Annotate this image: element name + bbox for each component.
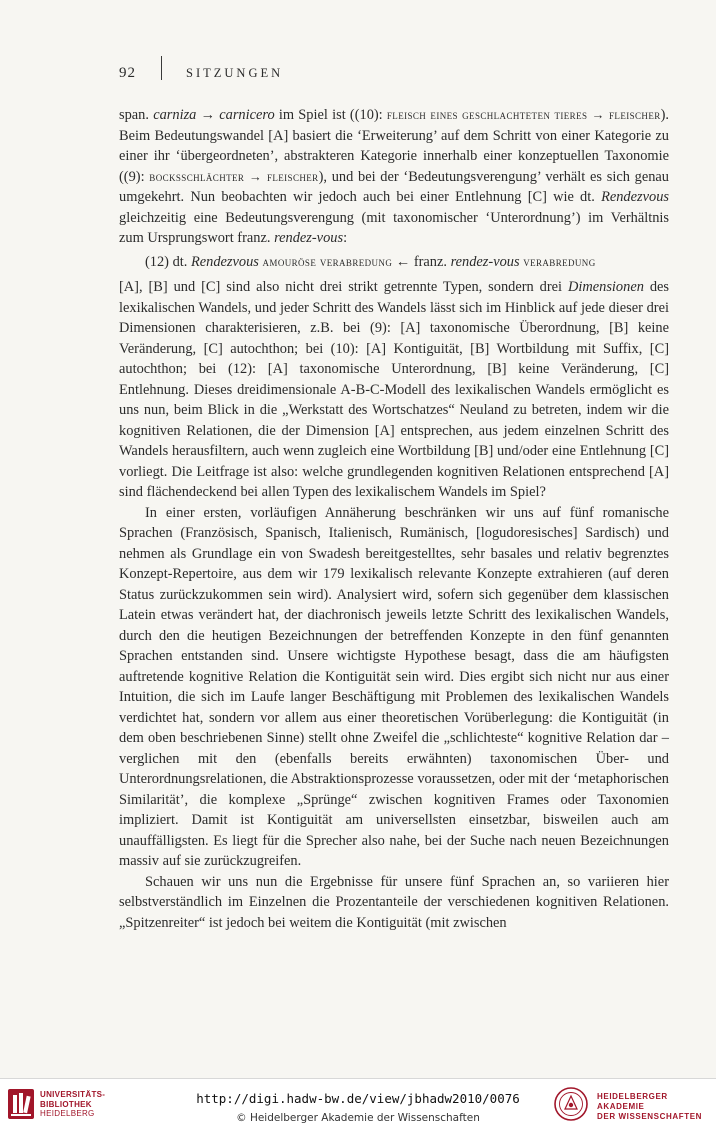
academy-line: DER WISSENSCHAFTEN xyxy=(597,1112,703,1121)
small-caps-gloss: amouröse verabredung xyxy=(262,254,393,269)
text-span: gleichzeitig eine Bedeutungsverengung (mit taxonomischer ‘Unterordnung’) im Verhältnis zum Ursprungswort franz. xyxy=(119,209,669,246)
small-caps-gloss: fleisch eines geschlachteten tieres → fleischer xyxy=(386,108,661,122)
paragraph-4: Schauen wir uns nun die Ergebnisse für unsere fünf Sprachen an, so variieren hier selbstverständlich im Einzelnen die Prozentanteile der verschiedenen kognitiven Relationen. „Spitzenreiter“ ist jedoch bei weitem die Kontiguität (mit zwischen xyxy=(119,873,669,931)
small-caps-gloss: bocksschlächter → fleischer xyxy=(149,169,319,184)
permalink-url[interactable]: http://digi.hadw-bw.de/view/jbhadw2010/0076 xyxy=(196,1091,520,1106)
academy-seal-icon xyxy=(554,1087,588,1121)
copyright-notice: © Heidelberger Akademie der Wissenschaften xyxy=(236,1112,480,1124)
paragraph-1 xyxy=(119,105,669,249)
italic-term: Rendezvous xyxy=(190,253,259,270)
italic-term: rendez-vous xyxy=(450,253,520,270)
text-span: ), und bei der ‘Bedeutungsverengung’ verhält es sich genau umgekehrt. Nun beobachten wir jedoch auch bei einer Entlehnung [C] wie dt. xyxy=(119,168,669,205)
running-head: SITZUNGEN xyxy=(186,66,284,80)
library-line: BIBLIOTHEK xyxy=(40,1099,92,1109)
example-12 xyxy=(119,252,669,273)
text-span: span. xyxy=(119,107,154,123)
text-span: [A], [B] und [C] sind also nicht drei strikt getrennte Typen, sondern drei xyxy=(119,279,568,295)
small-caps-gloss: verabredung xyxy=(523,254,596,269)
italic-term: Dimensionen xyxy=(567,279,644,295)
page-number: 92 xyxy=(119,65,136,81)
library-line: HEIDELBERG xyxy=(40,1109,95,1118)
academy-name xyxy=(597,1092,716,1122)
text-span: des lexikalischen Wandels, und jeder Schritt des Wandels lässt sich im Hinblick auf jede dieser drei Dimensionen charakterisieren, z.B. bei (9): [A] taxonomische Überordnung, [B] keine Veränderung, [C] autochthon; bei (10): [A] Kontiguität, [B] Wortbildung mit Suffix, [C] autochthon; bei (12): [A] taxonomische Unterordnung, [B] keine Veränderung, [C] Entlehnung. Dieses dreidimensionale A-B-C-Modell des lexikalischen Wandels ermöglicht es uns nun, beim Blick in die „Werkstatt des Wortschatzes“ Neuland zu betreten, indem wir die kognitiven Relationen, die der Dimension [A] entsprechen, aus jedem einzelnen Schritt des Wandels herausfiltern, auch wenn zugleich eine Wortbildung [B] und/oder eine Entlehnung [C] vorliegt. Die Leitfrage ist also: welche grundlegenden kognitiven Relationen entsprechend [A] sind flächendeckend bei allen Typen des lexikalischem Wandels im Spiel? xyxy=(119,279,670,500)
paragraph-3: In einer ersten, vorläufigen Annäherung beschränken wir uns auf fünf romanische Sprachen (Französisch, Spanisch, Italienisch, Rumänisch, [logudoresisches] Sardisch) und nehmen als Grundlage ein von Swadesh bereitgestelltes, sehr basales und relativ begrenztes Konzept-Repertoire, aus dem wir 179 lexikalisch relevante Konzepte extrahieren (auf deren Status zurückzukommen sein wird). Analysiert wird, sofern sich gegenüber dem klassischen Latein etwas verändert hat, der diachronisch jeweils letzte Schritt des lexikalischen Wandels, durch den die heutigen Bezeichnungen der betreffenden Konzepte in den fünf genannten Sprachen entstanden sind. Unsere wichtigste Hypothese besagt, dass die am häufigsten auftretende kognitive Relation die Kontiguität sein wird. Dies ergibt sich nicht nur aus einer Intuition, die sich im Laufe langer Beschäftigung mit Problemen des lexikalischen Wandels verdichtet hat, sondern vor allem aus einer theoretischen Vorüberlegung: die Kontiguität (in dem oben beschriebenen Sinne) stellt ohne Zweifel die „schlichteste“ kognitive Relation dar – verglichen mit den (ebenfalls bereits erwähnten) taxonomischen Über- und Unterordnungsrelationen, die Abstraktionsprozesse voraussetzen, oder mit der ‘metaphorischen Similarität’, die komplexe „Sprünge“ zwischen kognitiven Frames oder Taxonomien impliziert. Damit ist Kontiguität am universellsten einsetzbar, bisweilen auch am unauffälligsten. Es liegt für die Sprecher also nahe, bei der Suche nach neuen Bezeichnungen massiv auf sie zurückzugreifen. xyxy=(119,504,669,869)
arrow-glyph: → xyxy=(196,107,220,123)
body-text xyxy=(119,105,669,933)
text-span: ). Beim Bedeutungswandel [A] basiert die ‘Erweiterung’ auf dem Schritt von einer Kategorie zu einer ihr ‘übergeordneten’, abstrakteren Kategorie innerhalb einer konzeptuellen Taxonomie ((9): xyxy=(119,107,670,185)
italic-term: carnicero xyxy=(219,107,275,123)
academy-line: HEIDELBERGER AKADEMIE xyxy=(597,1092,668,1111)
library-line: UNIVERSITÄTS- xyxy=(40,1090,106,1099)
text-span: im Spiel ist ((10): xyxy=(274,107,387,123)
italic-term: carniza xyxy=(153,107,197,123)
header-divider xyxy=(161,56,162,80)
arrow-glyph: ← franz. xyxy=(392,253,451,270)
italic-term: Rendezvous xyxy=(601,189,669,205)
italic-term: rendez-vous xyxy=(274,230,344,246)
text-span: : xyxy=(343,230,348,246)
text-span: (12) dt. xyxy=(145,253,191,270)
paragraph-2 xyxy=(119,277,669,503)
footer-bar xyxy=(0,1078,716,1131)
